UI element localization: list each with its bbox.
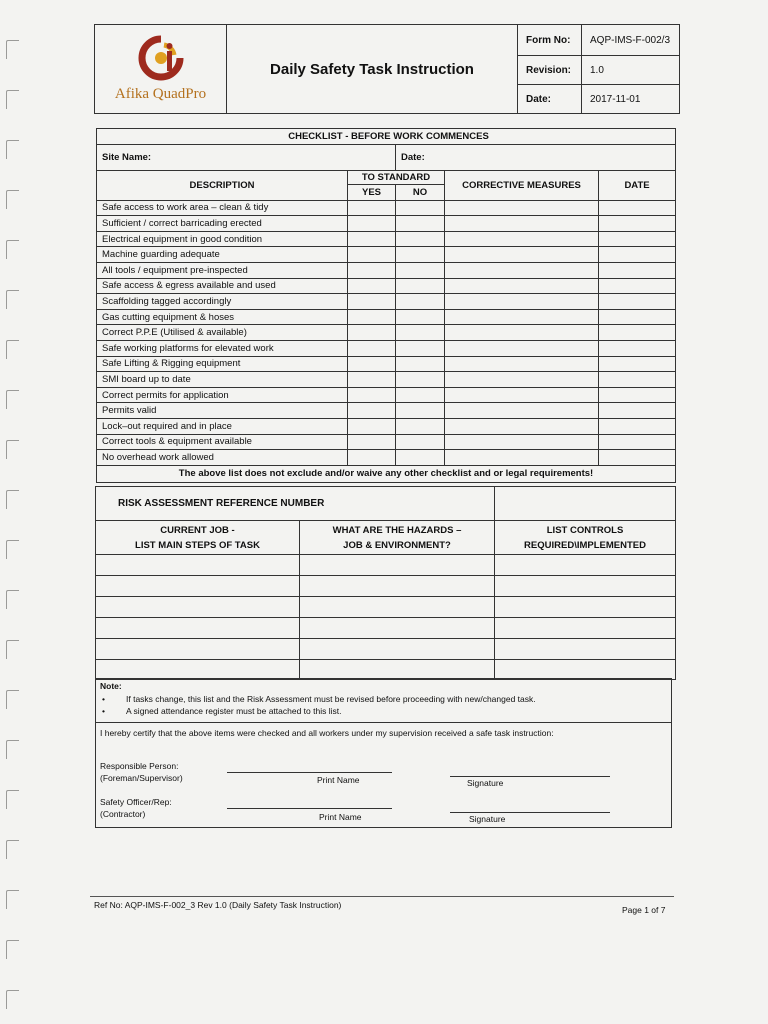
checklist-row (97, 262, 676, 278)
revision-value: 1.0 (582, 56, 680, 85)
checklist-item-label: Safe access & egress available and used (97, 278, 348, 294)
no-checkbox-cell[interactable] (396, 372, 445, 388)
yes-checkbox-cell[interactable] (348, 262, 396, 278)
checklist-item-label: Safe access to work area – clean & tidy (97, 200, 348, 216)
item-date-cell[interactable] (599, 216, 676, 232)
no-checkbox-cell[interactable] (396, 309, 445, 325)
checklist-row (97, 231, 676, 247)
responsible-name-line[interactable] (227, 772, 392, 773)
no-checkbox-cell[interactable] (396, 325, 445, 341)
checklist-row (97, 372, 676, 388)
no-checkbox-cell[interactable] (396, 247, 445, 263)
checklist-caption: CHECKLIST - BEFORE WORK COMMENCES (97, 129, 676, 145)
yes-checkbox-cell[interactable] (348, 356, 396, 372)
risk-cell[interactable] (300, 576, 495, 597)
responsible-person-label: Responsible Person: (100, 761, 179, 771)
no-checkbox-cell[interactable] (396, 262, 445, 278)
yes-checkbox-cell[interactable] (348, 418, 396, 434)
no-checkbox-cell[interactable] (396, 387, 445, 403)
risk-table (95, 486, 676, 680)
col-no: NO (396, 185, 445, 201)
signature-label-2: Signature (469, 814, 506, 824)
risk-cell[interactable] (300, 597, 495, 618)
checklist-item-label: SMI board up to date (97, 372, 348, 388)
checklist-row (97, 418, 676, 434)
risk-cell[interactable] (96, 597, 300, 618)
item-date-cell[interactable] (599, 231, 676, 247)
safety-signature-line[interactable] (450, 812, 610, 813)
checklist-row (97, 403, 676, 419)
corrective-measures-cell[interactable] (445, 325, 599, 341)
col-current-job-line1: CURRENT JOB - (160, 524, 235, 536)
note-bullet-2: • A signed attendance register must be attached to this list. (102, 706, 342, 716)
yes-checkbox-cell[interactable] (348, 372, 396, 388)
corrective-measures-cell[interactable] (445, 231, 599, 247)
risk-cell[interactable] (495, 618, 676, 639)
item-date-cell[interactable] (599, 294, 676, 310)
yes-checkbox-cell[interactable] (348, 309, 396, 325)
risk-assessment-section (95, 486, 675, 678)
site-name-field[interactable] (97, 145, 396, 171)
item-date-cell[interactable] (599, 372, 676, 388)
col-current-job-line2: LIST MAIN STEPS OF TASK (135, 539, 260, 551)
item-date-cell[interactable] (599, 247, 676, 263)
risk-cell[interactable] (495, 597, 676, 618)
risk-cell[interactable] (96, 639, 300, 660)
yes-checkbox-cell[interactable] (348, 403, 396, 419)
contractor-label: (Contractor) (100, 809, 146, 819)
risk-cell[interactable] (300, 660, 495, 680)
risk-cell[interactable] (96, 660, 300, 680)
safety-name-line[interactable] (227, 808, 392, 809)
no-checkbox-cell[interactable] (396, 418, 445, 434)
date-label: Date: (518, 85, 582, 114)
risk-cell[interactable] (495, 639, 676, 660)
corrective-measures-cell[interactable] (445, 294, 599, 310)
checklist-item-label: All tools / equipment pre-inspected (97, 262, 348, 278)
yes-checkbox-cell[interactable] (348, 216, 396, 232)
yes-checkbox-cell[interactable] (348, 231, 396, 247)
form-no-label: Form No: (518, 25, 582, 56)
corrective-measures-cell[interactable] (445, 372, 599, 388)
note-text-1: If tasks change, this list and the Risk Assessment must be revised before proceeding with new/changed task. (126, 694, 536, 704)
checklist-item-label: Correct permits for application (97, 387, 348, 403)
risk-cell[interactable] (495, 555, 676, 576)
checklist-item-label: Correct P.P.E (Utilised & available) (97, 325, 348, 341)
checklist-row (97, 309, 676, 325)
item-date-cell[interactable] (599, 309, 676, 325)
col-description: DESCRIPTION (97, 171, 348, 201)
checklist-item-label: Sufficient / correct barricading erected (97, 216, 348, 232)
safety-officer-label: Safety Officer/Rep: (100, 797, 172, 807)
date-value: 2017-11-01 (582, 85, 680, 114)
checklist-date-field[interactable] (396, 145, 676, 171)
notes-box (96, 679, 671, 723)
item-date-cell[interactable] (599, 450, 676, 466)
afika-logo-icon (138, 35, 184, 81)
company-logo (95, 25, 227, 114)
no-checkbox-cell[interactable] (396, 356, 445, 372)
corrective-measures-cell[interactable] (445, 418, 599, 434)
no-checkbox-cell[interactable] (396, 294, 445, 310)
checklist-item-label: No overhead work allowed (97, 450, 348, 466)
checklist-row (97, 200, 676, 216)
corrective-measures-cell[interactable] (445, 247, 599, 263)
col-controls-line2: REQUIRED\IMPLEMENTED (524, 539, 646, 551)
binder-holes (6, 40, 22, 1020)
item-date-cell[interactable] (599, 262, 676, 278)
item-date-cell[interactable] (599, 200, 676, 216)
notes-title: Note: (100, 681, 122, 691)
company-name: Afika QuadPro (114, 86, 207, 102)
yes-checkbox-cell[interactable] (348, 387, 396, 403)
item-date-cell[interactable] (599, 418, 676, 434)
yes-checkbox-cell[interactable] (348, 325, 396, 341)
risk-cell[interactable] (300, 618, 495, 639)
print-name-label-2: Print Name (319, 812, 362, 822)
corrective-measures-cell[interactable] (445, 216, 599, 232)
checklist-row (97, 340, 676, 356)
item-date-cell[interactable] (599, 278, 676, 294)
checklist-item-label: Electrical equipment in good condition (97, 231, 348, 247)
checklist-row (97, 434, 676, 450)
print-name-label-1: Print Name (317, 775, 360, 785)
yes-checkbox-cell[interactable] (348, 450, 396, 466)
corrective-measures-cell[interactable] (445, 278, 599, 294)
item-date-cell[interactable] (599, 356, 676, 372)
corrective-measures-cell[interactable] (445, 309, 599, 325)
checklist-row (97, 247, 676, 263)
col-controls-line1: LIST CONTROLS (546, 524, 624, 536)
corrective-measures-cell[interactable] (445, 434, 599, 450)
checklist-item-label: Safe working platforms for elevated work (97, 340, 348, 356)
corrective-measures-cell[interactable] (445, 262, 599, 278)
checklist-section (96, 128, 675, 485)
yes-checkbox-cell[interactable] (348, 278, 396, 294)
col-to-standard: TO STANDARD (348, 171, 445, 185)
checklist-disclaimer: The above list does not exclude and/or waive any other checklist and or legal requirements! (97, 465, 676, 482)
corrective-measures-cell[interactable] (445, 387, 599, 403)
checklist-row (97, 216, 676, 232)
checklist-row (97, 294, 676, 310)
yes-checkbox-cell[interactable] (348, 247, 396, 263)
checklist-item-label: Scaffolding tagged accordingly (97, 294, 348, 310)
checklist-item-label: Machine guarding adequate (97, 247, 348, 263)
risk-cell[interactable] (495, 576, 676, 597)
item-date-cell[interactable] (599, 325, 676, 341)
form-title: Daily Safety Task Instruction (227, 25, 518, 114)
corrective-measures-cell[interactable] (445, 356, 599, 372)
risk-cell[interactable] (300, 555, 495, 576)
checklist-table (96, 128, 676, 483)
col-hazards (300, 521, 495, 555)
checklist-item-label: Permits valid (97, 403, 348, 419)
checklist-item-label: Correct tools & equipment available (97, 434, 348, 450)
corrective-measures-cell[interactable] (445, 450, 599, 466)
signature-label-1: Signature (467, 778, 504, 788)
col-corrective-measures: CORRECTIVE MEASURES (445, 171, 599, 201)
risk-cell[interactable] (96, 555, 300, 576)
checklist-row (97, 278, 676, 294)
checklist-item-label: Safe Lifting & Rigging equipment (97, 356, 348, 372)
risk-ref-label: RISK ASSESSMENT REFERENCE NUMBER (96, 487, 495, 521)
item-date-cell[interactable] (599, 403, 676, 419)
yes-checkbox-cell[interactable] (348, 294, 396, 310)
no-checkbox-cell[interactable] (396, 216, 445, 232)
notes-section (95, 678, 672, 828)
no-checkbox-cell[interactable] (396, 450, 445, 466)
form-header (94, 24, 680, 114)
checklist-item-label: Lock–out required and in place (97, 418, 348, 434)
risk-cell[interactable] (96, 576, 300, 597)
risk-ref-number-field[interactable] (495, 487, 676, 521)
item-date-cell[interactable] (599, 387, 676, 403)
risk-cell[interactable] (300, 639, 495, 660)
checklist-row (97, 325, 676, 341)
col-date: DATE (599, 171, 676, 201)
foreman-supervisor-label: (Foreman/Supervisor) (100, 773, 183, 783)
checklist-row (97, 356, 676, 372)
item-date-cell[interactable] (599, 434, 676, 450)
no-checkbox-cell[interactable] (396, 278, 445, 294)
risk-cell[interactable] (96, 618, 300, 639)
checklist-row (97, 450, 676, 466)
no-checkbox-cell[interactable] (396, 434, 445, 450)
corrective-measures-cell[interactable] (445, 200, 599, 216)
no-checkbox-cell[interactable] (396, 231, 445, 247)
col-hazards-line1: WHAT ARE THE HAZARDS – (332, 524, 462, 536)
col-current-job (96, 521, 300, 555)
footer-page: Page 1 of 7 (622, 905, 666, 915)
responsible-signature-line[interactable] (450, 776, 610, 777)
checklist-date-label: Date: (401, 152, 425, 163)
form-no-value: AQP-IMS-F-002/3 (582, 25, 680, 56)
item-date-cell[interactable] (599, 340, 676, 356)
certify-statement: I hereby certify that the above items were checked and all workers under my supervision received a safe task instruction: (100, 728, 554, 738)
checklist-item-label: Gas cutting equipment & hoses (97, 309, 348, 325)
yes-checkbox-cell[interactable] (348, 200, 396, 216)
footer-ref: Ref No: AQP-IMS-F-002_3 Rev 1.0 (Daily Safety Task Instruction) (94, 900, 342, 910)
revision-label: Revision: (518, 56, 582, 85)
no-checkbox-cell[interactable] (396, 200, 445, 216)
yes-checkbox-cell[interactable] (348, 340, 396, 356)
no-checkbox-cell[interactable] (396, 403, 445, 419)
risk-cell[interactable] (495, 660, 676, 680)
note-text-2: A signed attendance register must be attached to this list. (126, 706, 342, 716)
col-hazards-line2: JOB & ENVIRONMENT? (343, 539, 451, 551)
note-bullet-1: • If tasks change, this list and the Risk Assessment must be revised before proceeding with new/changed task. (102, 694, 536, 704)
yes-checkbox-cell[interactable] (348, 434, 396, 450)
footer-rule (90, 896, 674, 897)
corrective-measures-cell[interactable] (445, 403, 599, 419)
no-checkbox-cell[interactable] (396, 340, 445, 356)
corrective-measures-cell[interactable] (445, 340, 599, 356)
checklist-row (97, 387, 676, 403)
col-controls (495, 521, 676, 555)
col-yes: YES (348, 185, 396, 201)
site-name-label: Site Name: (102, 152, 152, 163)
